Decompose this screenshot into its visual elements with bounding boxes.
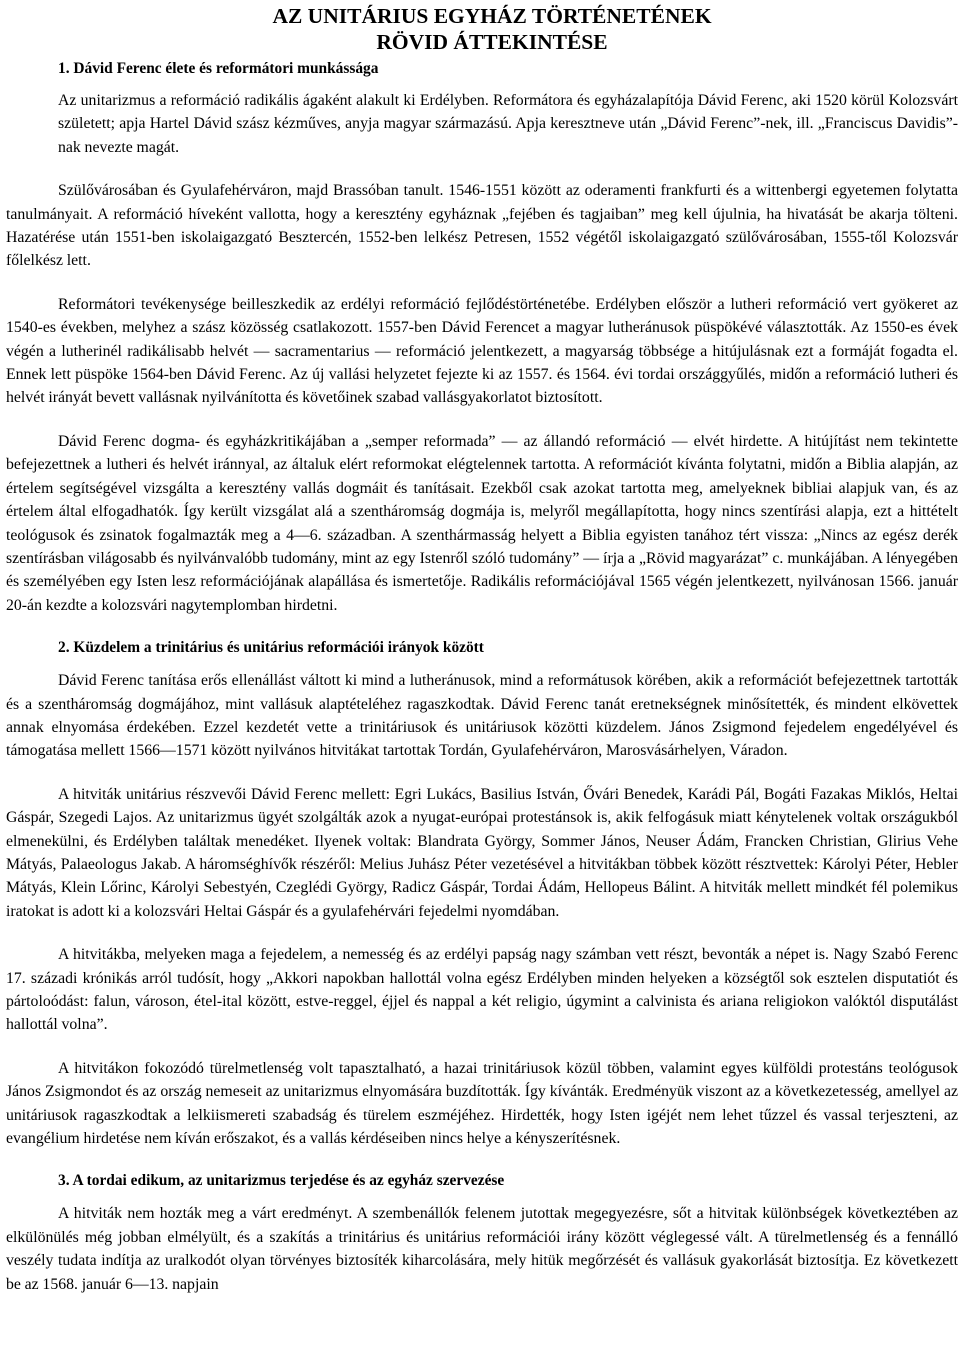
- document-page: [6, 0, 958, 1296]
- paragraph: Dávid Ferenc tanítása erős ellenállást váltott ki mind a lutheránusok, mind a reformátusok körében, akik a reformációt befejezettnek tartották és a szentháromság dogmájához, mint vallásuk alaptételéhez ragaszkodtak. Dávid Ferenc tanát eretnekségnek minősítették, és mindent elkövettek annak elnyomása érdekében. Ezzel kezdetét vette a trinitáriusok és unitáriusok közötti küzdelem. János Zsigmond fejedelem engedélyével és támogatása mellett 1566—1571 között nyilvános hitvitákat tartottak Tordán, Gyulafehérváron, Marosvásárhelyen, Váradon.: [6, 672, 958, 760]
- document-title: [6, 3, 958, 55]
- paragraph: Szülővárosában és Gyulafehérváron, majd Brassóban tanult. 1546-1551 között az oderamenti frankfurti és a wittenbergi egyetemen folytatta tanulmányait. A reformáció híveként vallotta, hogy a keresztény egyháznak „fejében és tagjaiban” meg kell újulnia, ha hivatását be akarja tölteni. Hazatérése után 1551-ben iskolaigazgató Besztercén, 1552-ben lelkész Petresen, 1552 végétől iskolaigazgató szülővárosában, 1555-től Kolozsvár főlelkész lett.: [6, 182, 958, 270]
- section-heading: 3. A tordai edikum, az unitarizmus terjedése és az egyház szervezése: [58, 1172, 505, 1190]
- paragraph: Dávid Ferenc dogma- és egyházkritikájában a „semper reformada” — az állandó reformáció — elvét hirdette. A hitújítást nem tekintette befejezettnek a lutheri és helvét iránnyal, az általuk elért reformokat elégtelennek tartotta. A reformációt kívánta folytatni, midőn a Biblia alapján, az értelem segítségével vizsgálta a keresztény vallás dogmáit és tanításait. Ezekből csak azokat tartotta meg, amelyeknek bibliai alapjuk van, és az értelem által elfogadhatók. Így került vizsgálat alá a szentháromság dogmája is, melyről megállapította, hogy nincs szentírási alapja, ezt a hittételt teológusok és zsinatok fogalmazták meg a 4—6. században. A szenthármasság helyett a Biblia egyisten tanához tért vissza: „Nincs az egész derék szentírásban világosabb és nyilvánvalóbb tudomány, mint az egy Istenről szóló tudomány” — írja a „Rövid magyarázat” c. munkájában. A lényegében és személyében egy Isten lesz reformációjának alapállása és ismertetője. Radikális reformációjával 1565 végén jelentkezett, nyilvánosan 1566. január 20-án kezdte a kolozsvári nagytemplomban hirdetni.: [6, 432, 958, 614]
- title-line-2: RÖVID ÁTTEKINTÉSE: [376, 30, 608, 54]
- paragraph: A hitviták unitárius részvevői Dávid Ferenc mellett: Egri Lukács, Basilius István, Ővári Benedek, Karádi Pál, Bogáti Fazakas Miklós, Heltai Gáspár, Szegedi Lajos. Az unitarizmus ügyét szolgálták azok a nyugat-európai protestánsok is, akik felfogásuk miatt kénytelenek voltak országukból elmenekülni, és Erdélyben találtak menedéket. Ilyenek voltak: Blandrata György, Sommer János, Neuser Ádám, Francken Christian, Glirius Vehe Mátyás, Palaeologus Jakab. A háromséghívők részéről: Melius Juhász Péter vezetésével a hitvitákban többek között résztvettek: Károlyi Péter, Hebler Mátyás, Klein Lőrinc, Károlyi Sebestyén, Czeglédi György, Radicz Gáspár, Tordai Ádám, Hellopeus Bálint. A hitviták mellett mindkét fél polemikus iratokat is adott ki a kolozsvári Heltai Gáspár és a gyulafehérvári fejedelmi nyomdában.: [6, 785, 958, 920]
- section-3: [6, 1170, 958, 1296]
- paragraph: Reformátori tevékenysége beilleszkedik az erdélyi reformáció fejlődéstörténetébe. Erdélyben először a lutheri reformáció vert gyökeret az 1540-es években, melyhez a szász közösség csatlakozott. 1557-ben Dávid Ferencet a magyar lutheránusok püspökévé választották. Az 1550-es évek végén a lutherinél radikálisabb helvét — sacramentarius — reformáció jelentkezett, a magyarság többsége a hitújulásnak ezt a formáját fogadta el. Ennek lett püspöke 1564-ben Dávid Ferenc. Az új vallási helyzetet fejezte ki az 1557. és 1564. évi tordai országgyűlés, midőn a reformáció lutheri és helvét irányát bevett vallásnak nyilvánította és követőinek szabad vallásgyakorlatot biztosított.: [6, 295, 958, 407]
- section-2: [6, 637, 958, 1150]
- paragraph: A hitvitákba, melyeken maga a fejedelem, a nemesség és az erdélyi papság nagy számban vett részt, bevonták a népet is. Nagy Szabó Ferenc 17. századi krónikás arról tudósít, hogy „Akkori napokban hallottál volna egész Erdélyben minden helyeken a községtől sok esztelen disputatiót és pártoloódást: falun, városon, étel-ital között, estve-reggel, éjjel és nappal a két religio, úgymint a calvinista és ariana religiokon valóktól disputálást hallottál volna”.: [6, 946, 958, 1034]
- paragraph: A hitviták nem hozták meg a várt eredményt. A szembenállók felenem jutottak megegyezésre, sőt a hitvitak különbségek következtében az elkülönülés még jobban elmélyült, és a szakítás a trinitárius és unitárius reformációi irány között véglegessé vált. A türelmetlenség és a fennálló veszély tudata indítja az uralkodót olyan törvényes biztosíték kiharcolására, mely hitük megőrzését és vallásuk gyakorlását biztosítja. Ez következett be az 1568. január 6—13. napjain: [6, 1205, 958, 1293]
- title-line-1: AZ UNITÁRIUS EGYHÁZ TÖRTÉNETÉNEK: [272, 4, 712, 28]
- paragraph: Az unitarizmus a reformáció radikális ágaként alakult ki Erdélyben. Reformátora és egyházalapítója Dávid Ferenc, aki 1520 körül Kolozsvárt született; apja Hartel Dávid szász kézműves, anyja magyar származású. Apja keresztneve után „Dávid Ferenc”-nek, ill. „Franciscus Davidis”-nak nevezte magát.: [58, 92, 958, 156]
- section-heading: 1. Dávid Ferenc élete és reformátori munkássága: [58, 60, 379, 77]
- section-heading: 2. Küzdelem a trinitárius és unitárius reformációi irányok között: [58, 639, 484, 657]
- section-1: [6, 58, 958, 617]
- paragraph: A hitvitákon fokozódó türelmetlenség volt tapasztalható, a hazai trinitáriusok közül többen, valamint egyes külföldi protestáns teológusok János Zsigmondot és az ország nemeseit az unitarizmus elnyomására buzdították. Így kívánták. Eredményük viszont az a következetesség, amellyel az unitáriusok ragaszkodtak a lelkiismereti szabadság és türelem eszméjéhez. Hirdették, hogy Isten igéjét nem lehet tűzzel és vassal terjeszteni, az evangélium hirdetése nem kíván erőszakot, és a vallás kérdéseiben nincs helye a kényszerítésnek.: [6, 1059, 958, 1148]
